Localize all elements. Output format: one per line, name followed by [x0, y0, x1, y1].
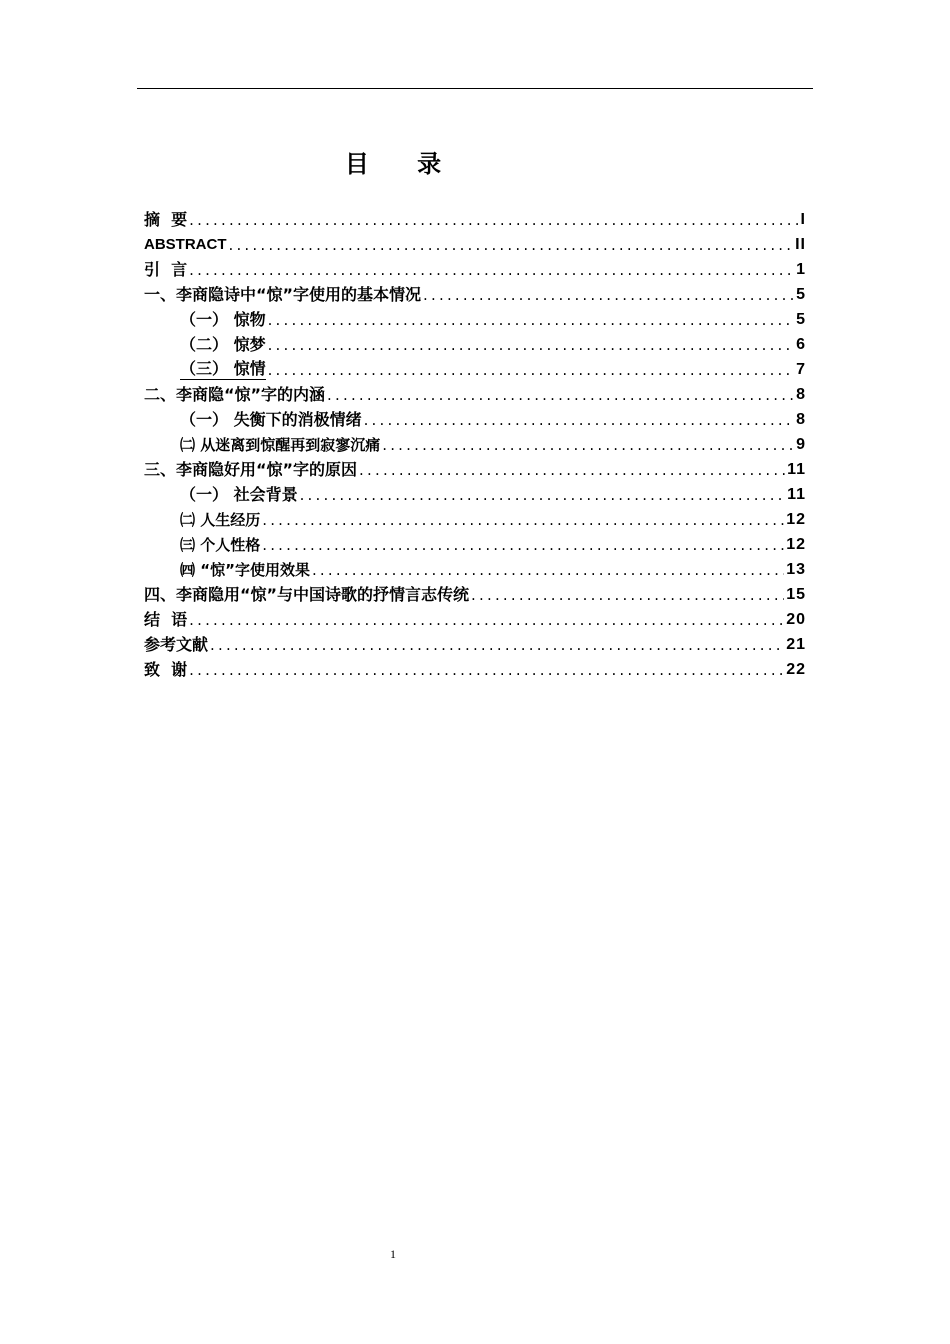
header-rule — [137, 88, 813, 89]
toc-entry-page: 7 — [796, 361, 806, 378]
toc-leader-dots — [229, 235, 794, 255]
toc-entry-label: 结 语 — [144, 610, 188, 629]
toc-entry-section-3-2[interactable] — [144, 505, 806, 530]
toc-leader-dots — [327, 385, 794, 405]
toc-entry-label: 二、李商隐“惊”字的内涵 — [144, 385, 326, 404]
toc-leader-dots — [268, 335, 795, 355]
toc-entry-page: I — [800, 211, 806, 228]
toc-entry-label: 摘 要 — [144, 210, 188, 229]
toc-entry-conclusion[interactable] — [144, 605, 806, 630]
toc-leader-dots — [189, 260, 794, 280]
toc-entry-label: 三、李商隐好用“惊”字的原因 — [144, 460, 358, 479]
toc-entry-page: 13 — [786, 561, 806, 578]
toc-entry-page: 15 — [786, 586, 806, 603]
toc-entry-section-2-2[interactable] — [144, 430, 806, 455]
toc-entry-acknowledgements[interactable] — [144, 655, 806, 680]
toc-entry-section-2-1[interactable] — [144, 405, 806, 430]
toc-entry-page: 8 — [796, 386, 806, 403]
toc-leader-dots — [262, 510, 784, 530]
toc-entry-abstract-en[interactable] — [144, 230, 806, 255]
toc-entry-page: II — [795, 236, 806, 253]
toc-entry-section-1-3[interactable] — [144, 355, 806, 380]
toc-entry-label: 参考文献 — [144, 635, 209, 654]
toc-entry-label: ㈡ 从迷离到惊醒再到寂寥沉痛 — [180, 436, 381, 454]
toc-entry-label: 致 谢 — [144, 660, 188, 679]
toc-entry-page: 22 — [786, 661, 806, 678]
toc-leader-dots — [189, 660, 784, 680]
toc-leader-dots — [189, 210, 798, 230]
toc-leader-dots — [423, 285, 794, 305]
toc-entry-page: 21 — [786, 636, 806, 653]
toc-leader-dots — [210, 635, 784, 655]
toc-entry-section-1-1[interactable] — [144, 305, 806, 330]
toc-entry-label: 四、李商隐用“惊”与中国诗歌的抒情言志传统 — [144, 585, 470, 604]
toc-entry-chapter-2[interactable] — [144, 380, 806, 405]
page-title: 目 录 — [344, 150, 462, 178]
toc-entry-chapter-1[interactable] — [144, 280, 806, 305]
toc-entry-page: 5 — [796, 311, 806, 328]
toc-entry-section-3-3[interactable] — [144, 530, 806, 555]
toc-leader-dots — [268, 360, 795, 380]
toc-entry-label: 引 言 — [144, 260, 188, 279]
toc-leader-dots — [300, 485, 786, 505]
toc-entry-label: （一） 失衡下的消极情绪 — [180, 410, 362, 429]
toc-entry-section-3-1[interactable] — [144, 480, 806, 505]
toc-leader-dots — [189, 610, 784, 630]
toc-entry-page: 9 — [796, 436, 806, 453]
toc-leader-dots — [364, 410, 795, 430]
toc-leader-dots — [359, 460, 785, 480]
toc-entry-page: 8 — [796, 411, 806, 428]
toc-entry-page: 5 — [796, 286, 806, 303]
toc-entry-label: （三） 惊情 — [180, 359, 266, 378]
toc-entry-label: （二） 惊梦 — [180, 335, 266, 354]
toc-entry-page: 6 — [796, 336, 806, 353]
toc-entry-label: 一、李商隐诗中“惊”字使用的基本情况 — [144, 285, 422, 304]
toc-entry-label: （一） 惊物 — [180, 310, 266, 329]
toc-leader-dots — [268, 310, 795, 330]
toc-entry-introduction[interactable] — [144, 255, 806, 280]
toc-leader-dots — [312, 560, 784, 580]
toc-leader-dots — [471, 585, 784, 605]
toc-entry-section-1-2[interactable] — [144, 330, 806, 355]
toc-entry-chapter-4[interactable] — [144, 580, 806, 605]
toc-entry-label: （一） 社会背景 — [180, 485, 298, 504]
toc-entry-page: 11 — [787, 486, 806, 503]
toc-entry-label: ㈡ 人生经历 — [180, 511, 261, 529]
table-of-contents — [144, 205, 806, 680]
toc-entry-page: 11 — [787, 461, 806, 478]
toc-entry-section-3-4[interactable] — [144, 555, 806, 580]
toc-entry-abstract-cn[interactable] — [144, 205, 806, 230]
page-number: 1 — [390, 1247, 396, 1261]
toc-entry-label: ABSTRACT — [144, 236, 227, 253]
toc-entry-references[interactable] — [144, 630, 806, 655]
toc-entry-label: ㈢ 个人性格 — [180, 536, 261, 554]
toc-entry-page: 20 — [786, 611, 806, 628]
toc-entry-label: ㈣ “惊”字使用效果 — [180, 561, 310, 579]
toc-entry-chapter-3[interactable] — [144, 455, 806, 480]
toc-entry-page: 12 — [786, 536, 806, 553]
toc-entry-page: 1 — [796, 261, 806, 278]
toc-leader-dots — [262, 535, 784, 555]
toc-entry-page: 12 — [786, 511, 806, 528]
toc-leader-dots — [382, 435, 794, 455]
